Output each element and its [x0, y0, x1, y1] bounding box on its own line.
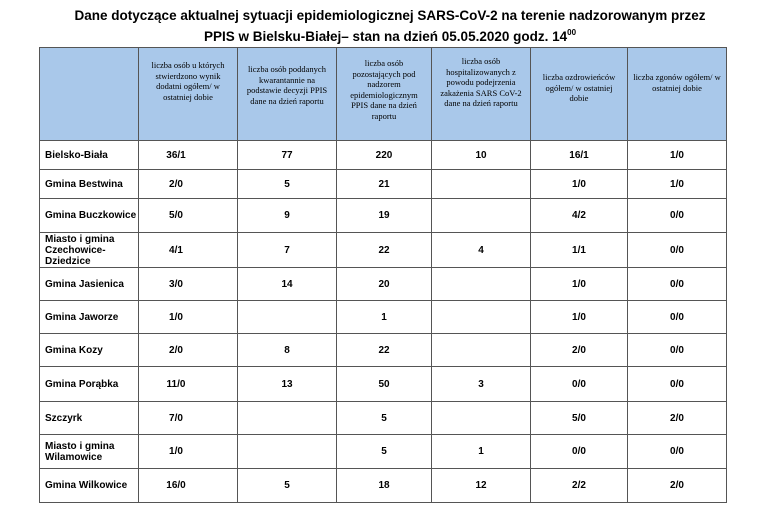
title-time-superscript: 00 [567, 28, 577, 37]
cell-quarantine [238, 301, 337, 334]
cell-supervision: 50 [337, 367, 432, 402]
cell-hospitalized: 4 [432, 233, 531, 268]
cell-recovered: 1/0 [531, 301, 628, 334]
row-name: Gmina Kozy [40, 334, 139, 367]
cell-quarantine: 8 [238, 334, 337, 367]
cell-supervision: 1 [337, 301, 432, 334]
header-recovered: liczba ozdrowieńców ogółem/ w ostatniej dobie [531, 48, 628, 141]
row-name: Gmina Wilkowice [40, 469, 139, 503]
cell-supervision: 18 [337, 469, 432, 503]
header-positive-cases: liczba osób u których stwierdzono wynik dodatni ogółem/ w ostatniej dobie [139, 48, 238, 141]
cell-recovered: 1/0 [531, 170, 628, 199]
cell-hospitalized: 10 [432, 141, 531, 170]
cell-deaths: 0/0 [628, 199, 727, 233]
cell-quarantine: 7 [238, 233, 337, 268]
document-title [0, 7, 780, 45]
header-deaths: liczba zgonów ogółem/ w ostatniej dobie [628, 48, 727, 141]
epidemiological-data-table [39, 47, 727, 503]
cell-positive: 4/1 [139, 233, 238, 268]
cell-recovered: 1/1 [531, 233, 628, 268]
row-name: Szczyrk [40, 402, 139, 435]
row-name: Miasto i gmina Czechowice-Dziedzice [40, 233, 139, 268]
cell-deaths: 0/0 [628, 233, 727, 268]
table-row [40, 334, 727, 367]
header-hospitalized: liczba osób hospitalizowanych z powodu podejrzenia zakażenia SARS CoV-2 dane na dzień raportu [432, 48, 531, 141]
cell-quarantine: 9 [238, 199, 337, 233]
title-line-1: Dane dotyczące aktualnej sytuacji epidemiologicznej SARS-CoV-2 na terenie nadzorowanym przez [74, 8, 706, 23]
cell-positive: 1/0 [139, 435, 238, 469]
cell-deaths: 0/0 [628, 334, 727, 367]
cell-supervision: 5 [337, 402, 432, 435]
row-name: Gmina Jaworze [40, 301, 139, 334]
cell-recovered: 16/1 [531, 141, 628, 170]
cell-recovered: 0/0 [531, 435, 628, 469]
table-row [40, 301, 727, 334]
cell-recovered: 2/2 [531, 469, 628, 503]
row-name: Gmina Porąbka [40, 367, 139, 402]
cell-recovered: 2/0 [531, 334, 628, 367]
table-row [40, 435, 727, 469]
cell-supervision: 21 [337, 170, 432, 199]
cell-recovered: 1/0 [531, 268, 628, 301]
cell-deaths: 1/0 [628, 141, 727, 170]
table-row [40, 469, 727, 503]
table-row [40, 268, 727, 301]
row-name: Bielsko-Biała [40, 141, 139, 170]
cell-supervision: 19 [337, 199, 432, 233]
cell-quarantine [238, 402, 337, 435]
header-supervision: liczba osób pozostających pod nadzorem epidemiologicznym PPIS dane na dzień raportu [337, 48, 432, 141]
row-name: Gmina Buczkowice [40, 199, 139, 233]
cell-quarantine: 14 [238, 268, 337, 301]
cell-deaths: 0/0 [628, 435, 727, 469]
title-line-2 [0, 24, 780, 45]
cell-recovered: 4/2 [531, 199, 628, 233]
cell-positive: 2/0 [139, 334, 238, 367]
cell-supervision: 5 [337, 435, 432, 469]
cell-deaths: 0/0 [628, 301, 727, 334]
cell-hospitalized: 1 [432, 435, 531, 469]
row-name: Gmina Jasienica [40, 268, 139, 301]
header-blank [40, 48, 139, 141]
cell-positive: 7/0 [139, 402, 238, 435]
header-quarantine: liczba osób poddanych kwarantannie na podstawie decyzji PPIS dane na dzień raportu [238, 48, 337, 141]
cell-recovered: 0/0 [531, 367, 628, 402]
cell-hospitalized [432, 199, 531, 233]
table-row [40, 199, 727, 233]
cell-supervision: 22 [337, 233, 432, 268]
title-line-2-text: PPIS w Bielsku-Białej– stan na dzień 05.05.2020 godz. 14 [203, 29, 568, 44]
table-row [40, 170, 727, 199]
table-row [40, 233, 727, 268]
cell-hospitalized [432, 268, 531, 301]
row-name: Miasto i gmina Wilamowice [40, 435, 139, 469]
cell-hospitalized: 12 [432, 469, 531, 503]
cell-deaths: 0/0 [628, 367, 727, 402]
table-row [40, 367, 727, 402]
cell-deaths: 2/0 [628, 402, 727, 435]
cell-hospitalized [432, 301, 531, 334]
cell-positive: 11/0 [139, 367, 238, 402]
cell-deaths: 2/0 [628, 469, 727, 503]
cell-supervision: 22 [337, 334, 432, 367]
cell-quarantine: 5 [238, 170, 337, 199]
cell-positive: 36/1 [139, 141, 238, 170]
row-name: Gmina Bestwina [40, 170, 139, 199]
cell-deaths: 0/0 [628, 268, 727, 301]
cell-deaths: 1/0 [628, 170, 727, 199]
cell-positive: 2/0 [139, 170, 238, 199]
cell-hospitalized: 3 [432, 367, 531, 402]
cell-quarantine: 77 [238, 141, 337, 170]
cell-hospitalized [432, 402, 531, 435]
cell-hospitalized [432, 334, 531, 367]
cell-supervision: 20 [337, 268, 432, 301]
cell-positive: 3/0 [139, 268, 238, 301]
cell-hospitalized [432, 170, 531, 199]
cell-quarantine [238, 435, 337, 469]
table-header-row [40, 48, 727, 141]
cell-recovered: 5/0 [531, 402, 628, 435]
table-row [40, 141, 727, 170]
cell-quarantine: 5 [238, 469, 337, 503]
cell-positive: 1/0 [139, 301, 238, 334]
cell-positive: 16/0 [139, 469, 238, 503]
cell-quarantine: 13 [238, 367, 337, 402]
cell-positive: 5/0 [139, 199, 238, 233]
table-row [40, 402, 727, 435]
cell-supervision: 220 [337, 141, 432, 170]
